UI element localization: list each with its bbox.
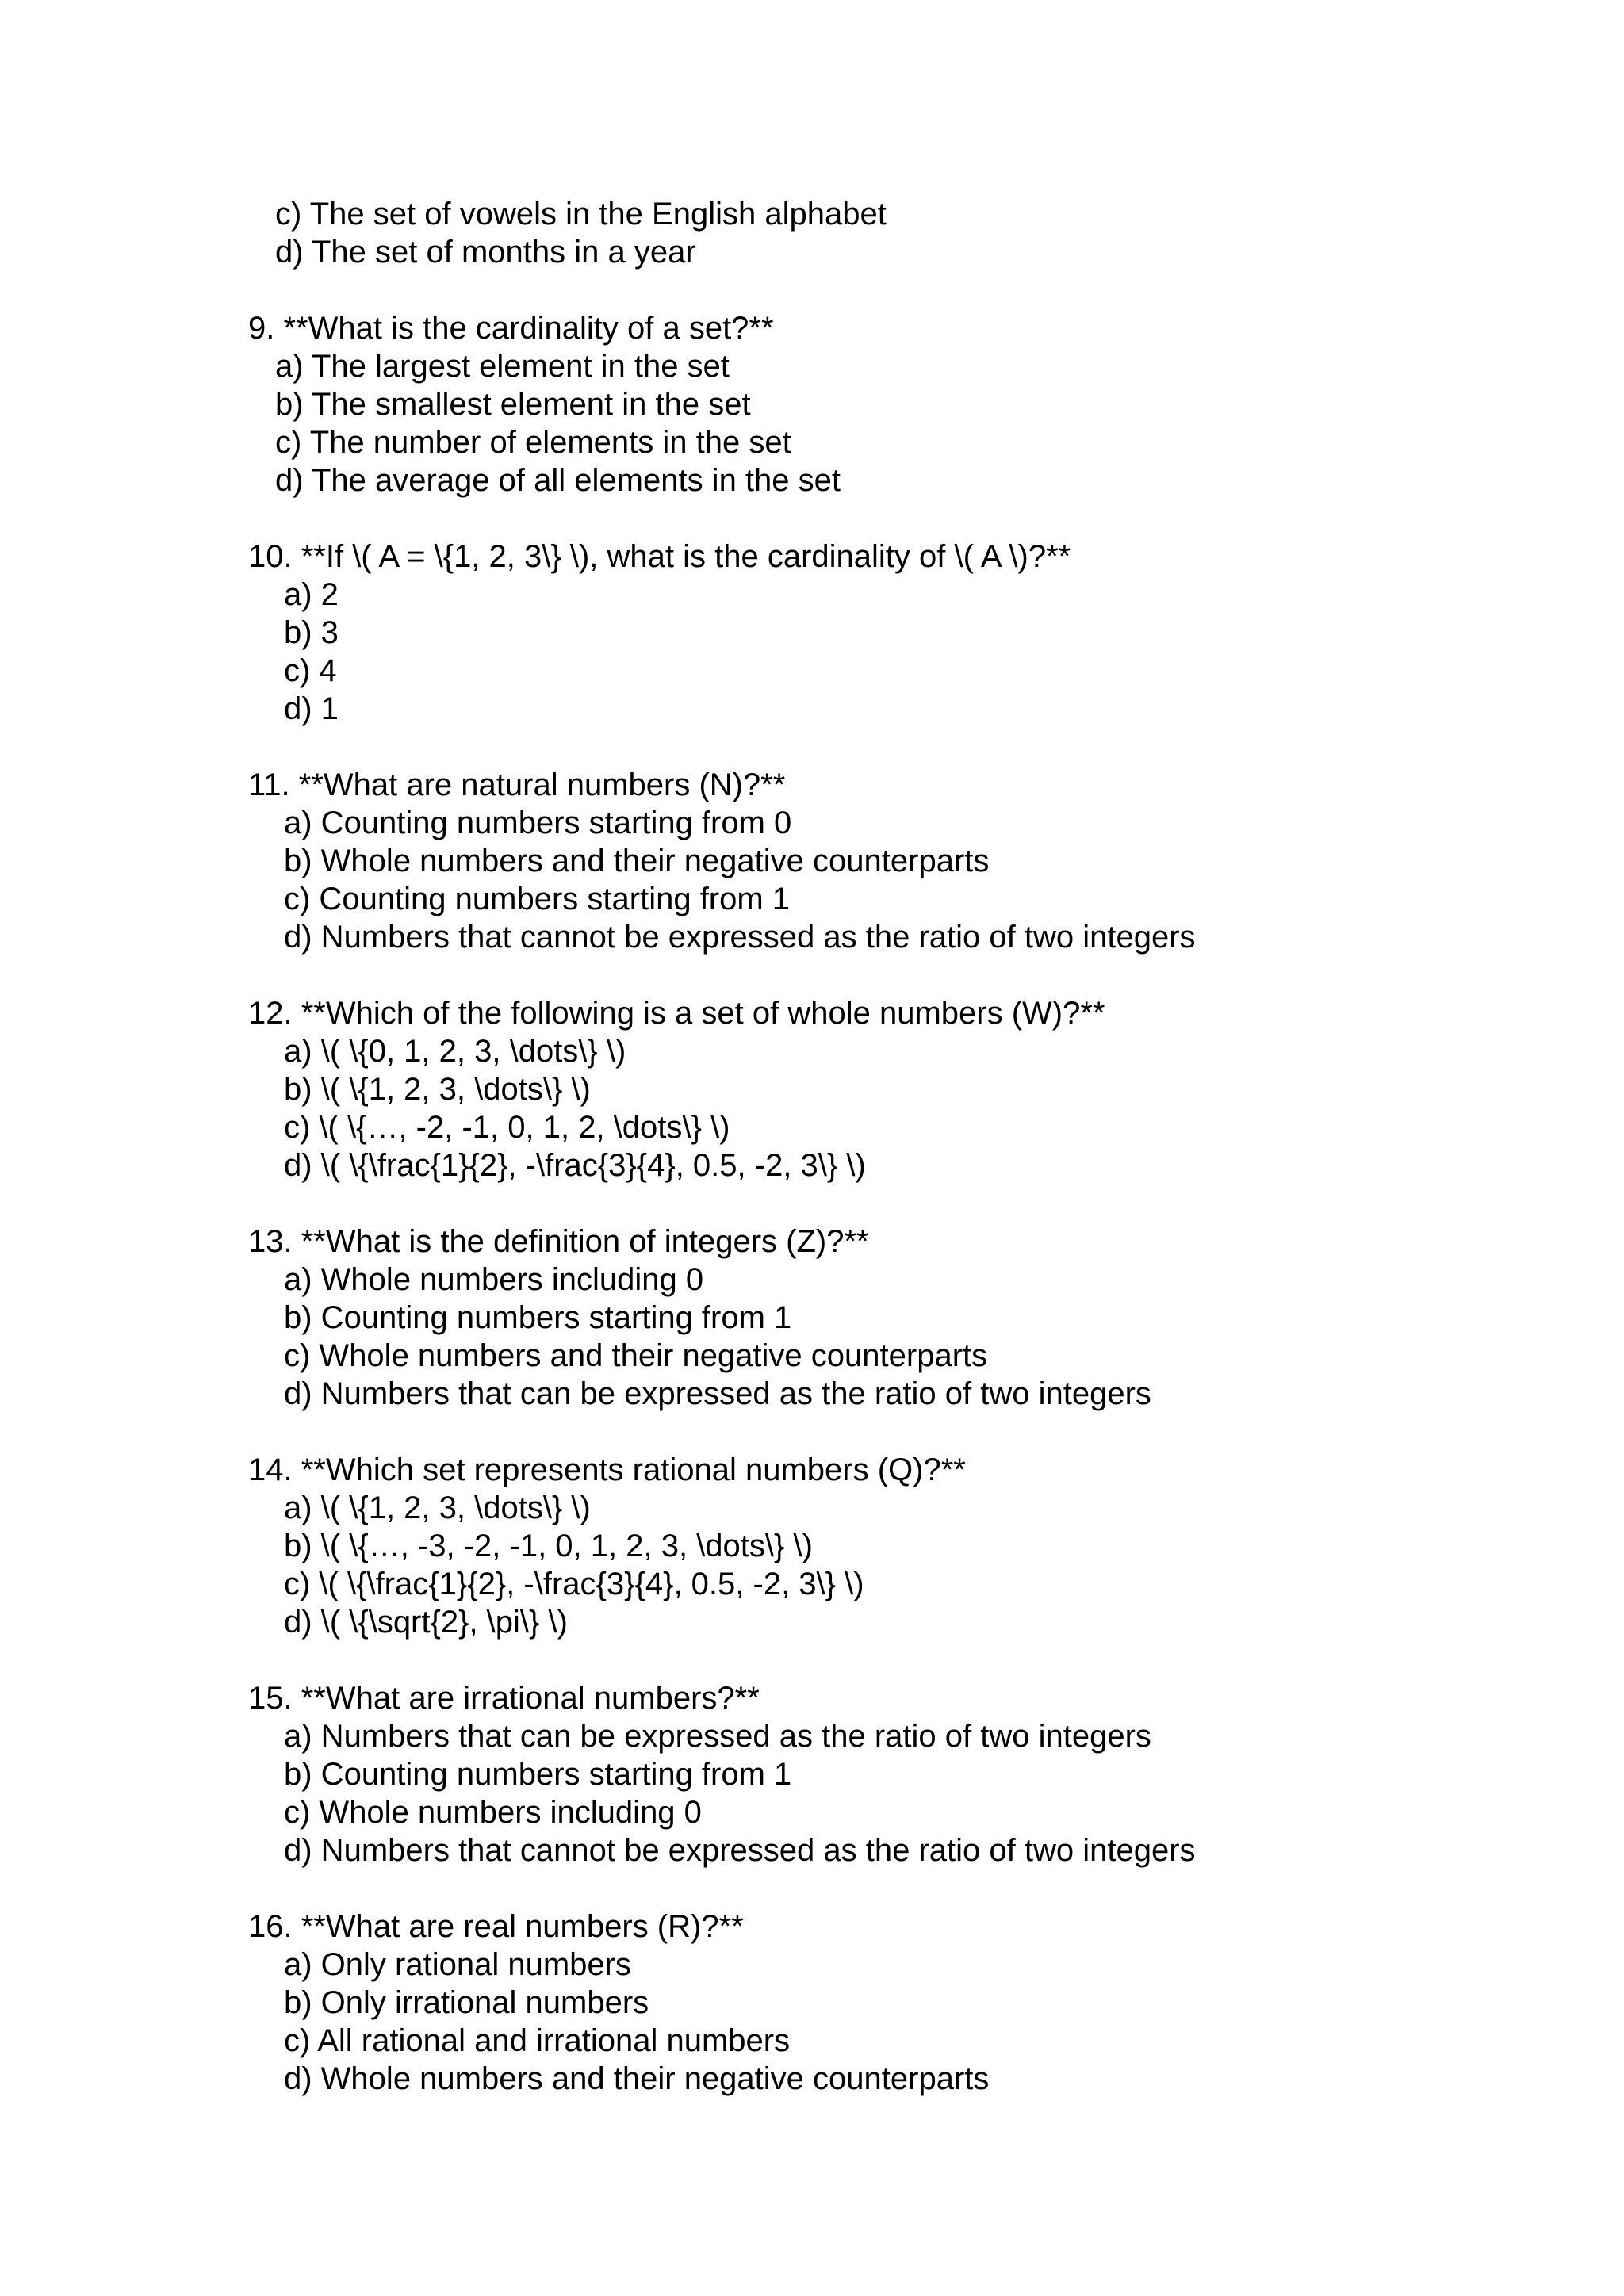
option-c: c) Whole numbers including 0: [284, 1795, 702, 1830]
option-d: d) The average of all elements in the set: [275, 463, 841, 498]
option-a: a) The largest element in the set: [275, 349, 730, 384]
question-text: 14. **Which set represents rational numbers (Q)?**: [248, 1452, 966, 1487]
option-d: d) The set of months in a year: [275, 235, 696, 270]
question-block-12: [248, 994, 1596, 1184]
option-a: a) Counting numbers starting from 0: [284, 806, 792, 840]
option-c: c) 4: [284, 653, 337, 688]
question-text: 15. **What are irrational numbers?**: [248, 1681, 760, 1716]
option-b: b) Counting numbers starting from 1: [284, 1757, 792, 1792]
option-d: d) Numbers that cannot be expressed as the ratio of two integers: [284, 920, 1196, 955]
option-c: c) \( \{…, -2, -1, 0, 1, 2, \dots\} \): [284, 1110, 730, 1145]
option-a: a) \( \{1, 2, 3, \dots\} \): [284, 1490, 591, 1525]
question-block-14: [248, 1451, 1596, 1641]
question-block-9: [248, 309, 1596, 499]
question-text: 11. **What are natural numbers (N)?**: [248, 767, 786, 802]
option-b: b) Whole numbers and their negative counterparts: [284, 844, 990, 878]
question-text: 9. **What is the cardinality of a set?**: [248, 311, 774, 346]
option-d: d) Numbers that can be expressed as the ratio of two integers: [284, 1376, 1151, 1411]
option-a: a) Numbers that can be expressed as the ratio of two integers: [284, 1719, 1151, 1754]
question-block-13: [248, 1223, 1596, 1413]
option-c: c) Whole numbers and their negative counterparts: [284, 1338, 988, 1373]
question-text: 10. **If \( A = \{1, 2, 3\} \), what is the cardinality of \( A \)?**: [248, 539, 1071, 574]
option-c: c) The set of vowels in the English alphabet: [275, 197, 887, 232]
option-b: b) \( \{…, -3, -2, -1, 0, 1, 2, 3, \dots\} \): [284, 1529, 813, 1563]
question-block-16: [248, 1908, 1596, 2098]
question-block-11: [248, 766, 1596, 956]
option-a: a) 2: [284, 577, 339, 612]
option-c: c) All rational and irrational numbers: [284, 2023, 791, 2058]
option-b: b) \( \{1, 2, 3, \dots\} \): [284, 1072, 591, 1107]
question-text: 12. **Which of the following is a set of whole numbers (W)?**: [248, 996, 1105, 1031]
option-c: c) The number of elements in the set: [275, 425, 791, 460]
option-d: d) Numbers that cannot be expressed as the ratio of two integers: [284, 1833, 1196, 1868]
option-c: c) Counting numbers starting from 1: [284, 882, 791, 916]
option-d: d) \( \{\frac{1}{2}, -\frac{3}{4}, 0.5, -2, 3\} \): [284, 1148, 866, 1183]
option-d: d) Whole numbers and their negative counterparts: [284, 2061, 990, 2096]
question-text: 16. **What are real numbers (R)?**: [248, 1909, 744, 1944]
option-d: d) \( \{\sqrt{2}, \pi\} \): [284, 1605, 568, 1640]
continued-options: [248, 195, 1596, 271]
option-b: b) Counting numbers starting from 1: [284, 1300, 792, 1335]
option-b: b) Only irrational numbers: [284, 1985, 649, 2020]
quiz-content: [248, 195, 1596, 2098]
option-c: c) \( \{\frac{1}{2}, -\frac{3}{4}, 0.5, -2, 3\} \): [284, 1567, 864, 1601]
option-a: a) Whole numbers including 0: [284, 1262, 704, 1297]
question-block-15: [248, 1679, 1596, 1869]
option-b: b) The smallest element in the set: [275, 387, 751, 422]
question-block-10: [248, 538, 1596, 728]
question-text: 13. **What is the definition of integers (Z)?**: [248, 1224, 869, 1259]
option-a: a) \( \{0, 1, 2, 3, \dots\} \): [284, 1034, 626, 1069]
option-b: b) 3: [284, 615, 339, 650]
option-a: a) Only rational numbers: [284, 1947, 631, 1982]
option-d: d) 1: [284, 691, 339, 726]
